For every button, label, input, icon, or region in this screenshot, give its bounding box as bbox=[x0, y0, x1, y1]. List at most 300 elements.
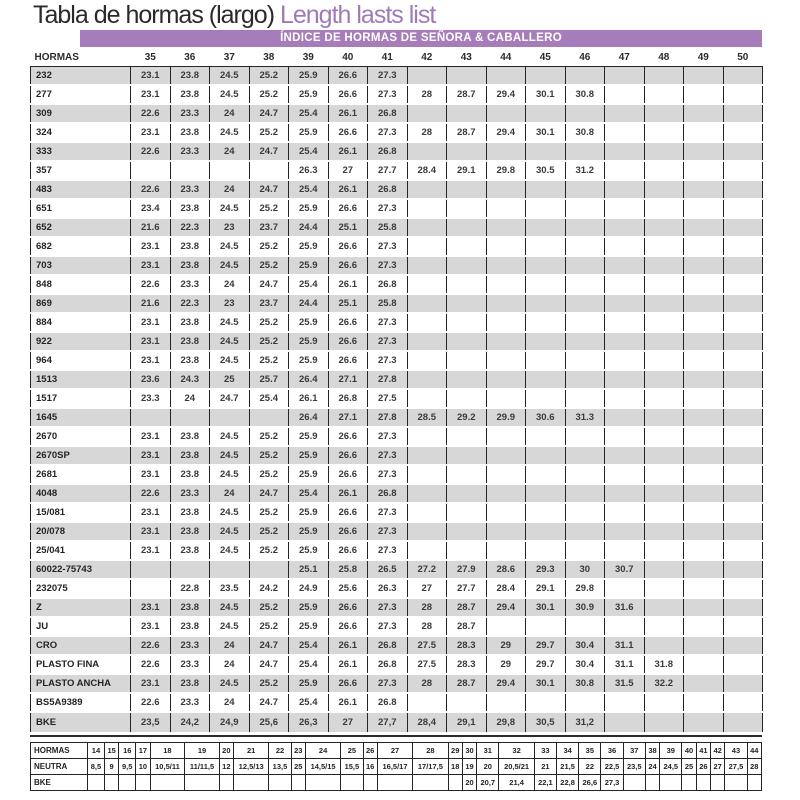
value-cell: 25.2 bbox=[249, 237, 289, 256]
conversion-table bbox=[30, 742, 762, 791]
value-cell bbox=[526, 541, 566, 560]
conversion-value-cell bbox=[305, 775, 340, 791]
value-cell bbox=[723, 693, 763, 712]
main-table-row bbox=[31, 579, 763, 598]
value-cell bbox=[644, 142, 684, 161]
value-cell bbox=[407, 104, 447, 123]
conversion-value-cell: 26 bbox=[696, 759, 710, 775]
main-table-row bbox=[31, 142, 763, 161]
main-table-row bbox=[31, 123, 763, 142]
value-cell: 24 bbox=[210, 484, 250, 503]
value-cell: 30.1 bbox=[526, 598, 566, 617]
conversion-table-row bbox=[31, 759, 762, 775]
row-label: 1517 bbox=[31, 389, 131, 408]
value-cell bbox=[644, 218, 684, 237]
value-cell bbox=[605, 370, 645, 389]
value-cell: 30.4 bbox=[565, 655, 605, 674]
conversion-value-cell bbox=[747, 775, 761, 791]
value-cell: 25.9 bbox=[289, 541, 329, 560]
value-cell: 26.1 bbox=[328, 655, 368, 674]
value-cell: 27.8 bbox=[368, 408, 408, 427]
hormas-header: HORMAS bbox=[34, 51, 79, 63]
value-cell bbox=[605, 484, 645, 503]
value-cell bbox=[486, 313, 526, 332]
conversion-value-cell: 15,5 bbox=[341, 759, 363, 775]
value-cell: 23.1 bbox=[131, 123, 171, 142]
row-label: 651 bbox=[31, 199, 131, 218]
value-cell: 22.8 bbox=[170, 579, 210, 598]
value-cell bbox=[565, 503, 605, 522]
conversion-value-cell: 10 bbox=[136, 759, 150, 775]
value-cell: 27.3 bbox=[368, 522, 408, 541]
value-cell: 26.1 bbox=[328, 180, 368, 199]
value-cell bbox=[644, 522, 684, 541]
value-cell: 23.1 bbox=[131, 503, 171, 522]
value-cell bbox=[447, 256, 487, 275]
value-cell bbox=[565, 199, 605, 218]
value-cell bbox=[605, 161, 645, 180]
value-cell: 22.6 bbox=[131, 655, 171, 674]
value-cell: 26.6 bbox=[328, 427, 368, 446]
value-cell: 31.1 bbox=[605, 636, 645, 655]
value-cell: 25.4 bbox=[289, 484, 329, 503]
value-cell bbox=[447, 313, 487, 332]
value-cell: 25.2 bbox=[249, 541, 289, 560]
value-cell bbox=[723, 541, 763, 560]
value-cell: 24.5 bbox=[210, 503, 250, 522]
value-cell bbox=[644, 560, 684, 579]
value-cell bbox=[447, 389, 487, 408]
value-cell bbox=[486, 617, 526, 636]
value-cell bbox=[684, 275, 724, 294]
value-cell: 23.1 bbox=[131, 446, 171, 465]
value-cell bbox=[723, 484, 763, 503]
value-cell bbox=[407, 313, 447, 332]
value-cell bbox=[605, 389, 645, 408]
value-cell bbox=[486, 370, 526, 389]
value-cell bbox=[684, 180, 724, 199]
value-cell: 26.4 bbox=[289, 408, 329, 427]
value-cell bbox=[684, 142, 724, 161]
value-cell bbox=[565, 427, 605, 446]
value-cell: 29.4 bbox=[486, 598, 526, 617]
value-cell: 23.3 bbox=[170, 484, 210, 503]
value-cell: 25.2 bbox=[249, 674, 289, 693]
value-cell bbox=[565, 332, 605, 351]
value-cell bbox=[605, 522, 645, 541]
value-cell bbox=[526, 370, 566, 389]
conversion-value-cell: 24 bbox=[645, 759, 659, 775]
value-cell bbox=[684, 332, 724, 351]
conversion-value-cell: 18 bbox=[150, 743, 185, 759]
value-cell: 29.4 bbox=[486, 674, 526, 693]
conversion-value-cell: 21 bbox=[534, 759, 556, 775]
row-label: 333 bbox=[31, 142, 131, 161]
value-cell bbox=[447, 522, 487, 541]
value-cell: 27.3 bbox=[368, 256, 408, 275]
size-header: 39 bbox=[302, 51, 314, 63]
value-cell bbox=[249, 408, 289, 427]
size-header: 41 bbox=[381, 51, 393, 63]
value-cell bbox=[131, 579, 171, 598]
value-cell: 27.3 bbox=[368, 465, 408, 484]
value-cell bbox=[565, 693, 605, 712]
conversion-value-cell: 24,5 bbox=[660, 759, 682, 775]
value-cell bbox=[526, 351, 566, 370]
value-cell: 26.6 bbox=[328, 522, 368, 541]
value-cell: 24.5 bbox=[210, 85, 250, 104]
value-cell: 29.3 bbox=[526, 560, 566, 579]
value-cell: 28 bbox=[407, 598, 447, 617]
conversion-table-body bbox=[31, 743, 762, 791]
value-cell bbox=[684, 85, 724, 104]
value-cell: 25.2 bbox=[249, 67, 289, 86]
value-cell bbox=[605, 294, 645, 313]
value-cell bbox=[605, 332, 645, 351]
value-cell bbox=[644, 332, 684, 351]
value-cell bbox=[723, 351, 763, 370]
value-cell: 27.5 bbox=[407, 655, 447, 674]
row-label: 309 bbox=[31, 104, 131, 123]
value-cell bbox=[447, 351, 487, 370]
main-table-row bbox=[31, 465, 763, 484]
value-cell bbox=[605, 256, 645, 275]
value-cell bbox=[644, 446, 684, 465]
value-cell bbox=[644, 617, 684, 636]
row-label: 60022-75743 bbox=[31, 560, 131, 579]
value-cell bbox=[565, 389, 605, 408]
value-cell bbox=[447, 332, 487, 351]
conversion-value-cell bbox=[104, 775, 118, 791]
value-cell: 26.6 bbox=[328, 67, 368, 86]
row-label: 1645 bbox=[31, 408, 131, 427]
value-cell bbox=[684, 655, 724, 674]
value-cell bbox=[170, 161, 210, 180]
value-cell bbox=[605, 579, 645, 598]
value-cell: 28 bbox=[407, 85, 447, 104]
main-table-row bbox=[31, 636, 763, 655]
value-cell: 30.1 bbox=[526, 674, 566, 693]
value-cell: 26.6 bbox=[328, 446, 368, 465]
value-cell: 25.7 bbox=[249, 370, 289, 389]
value-cell bbox=[486, 484, 526, 503]
conversion-value-cell: 29 bbox=[448, 743, 462, 759]
value-cell bbox=[447, 218, 487, 237]
value-cell: 26.6 bbox=[328, 237, 368, 256]
size-header: 50 bbox=[737, 51, 749, 63]
value-cell bbox=[723, 674, 763, 693]
value-cell bbox=[723, 123, 763, 142]
value-cell: 24 bbox=[210, 636, 250, 655]
value-cell bbox=[526, 180, 566, 199]
value-cell: 27 bbox=[407, 579, 447, 598]
value-cell: 28.6 bbox=[486, 560, 526, 579]
value-cell: 23.3 bbox=[170, 142, 210, 161]
value-cell: 27 bbox=[328, 161, 368, 180]
value-cell: 25.8 bbox=[368, 294, 408, 313]
value-cell bbox=[486, 104, 526, 123]
value-cell: 24.5 bbox=[210, 598, 250, 617]
value-cell: 23.8 bbox=[170, 67, 210, 86]
size-header: 35 bbox=[144, 51, 156, 63]
value-cell: 23.3 bbox=[170, 180, 210, 199]
value-cell: 24.5 bbox=[210, 313, 250, 332]
row-label: CRO bbox=[31, 636, 131, 655]
value-cell: 24.5 bbox=[210, 351, 250, 370]
value-cell: 24 bbox=[170, 389, 210, 408]
value-cell: 26,3 bbox=[289, 712, 329, 733]
main-table-body bbox=[31, 67, 763, 734]
conversion-value-cell bbox=[219, 775, 233, 791]
conversion-value-cell: 10,5/11 bbox=[150, 759, 185, 775]
value-cell bbox=[723, 427, 763, 446]
value-cell bbox=[565, 465, 605, 484]
value-cell: 27.7 bbox=[368, 161, 408, 180]
value-cell: 23 bbox=[210, 294, 250, 313]
value-cell: 25.6 bbox=[328, 579, 368, 598]
value-cell bbox=[605, 503, 645, 522]
value-cell: 25.2 bbox=[249, 313, 289, 332]
main-table-row bbox=[31, 85, 763, 104]
value-cell bbox=[526, 104, 566, 123]
value-cell: 26.6 bbox=[328, 598, 368, 617]
value-cell: 23.8 bbox=[170, 427, 210, 446]
value-cell: 29.1 bbox=[447, 161, 487, 180]
value-cell: 26.1 bbox=[328, 636, 368, 655]
value-cell bbox=[605, 712, 645, 733]
value-cell bbox=[605, 275, 645, 294]
value-cell: 23.8 bbox=[170, 199, 210, 218]
value-cell bbox=[644, 294, 684, 313]
value-cell bbox=[526, 294, 566, 313]
value-cell bbox=[723, 636, 763, 655]
value-cell: 24.4 bbox=[289, 218, 329, 237]
conversion-value-cell: 34 bbox=[557, 743, 579, 759]
value-cell: 27 bbox=[328, 712, 368, 733]
value-cell bbox=[407, 370, 447, 389]
main-table-row bbox=[31, 427, 763, 446]
value-cell: 24.5 bbox=[210, 67, 250, 86]
value-cell bbox=[565, 370, 605, 389]
conversion-value-cell: 40 bbox=[682, 743, 696, 759]
main-table bbox=[30, 48, 763, 734]
value-cell: 24.5 bbox=[210, 427, 250, 446]
value-cell bbox=[644, 199, 684, 218]
value-cell: 26.5 bbox=[368, 560, 408, 579]
value-cell bbox=[486, 275, 526, 294]
row-label: 15/081 bbox=[31, 503, 131, 522]
value-cell bbox=[684, 161, 724, 180]
value-cell bbox=[131, 560, 171, 579]
value-cell: 25.9 bbox=[289, 503, 329, 522]
value-cell bbox=[684, 199, 724, 218]
value-cell bbox=[447, 446, 487, 465]
value-cell: 29.1 bbox=[526, 579, 566, 598]
value-cell: 24.4 bbox=[289, 294, 329, 313]
value-cell: 23.8 bbox=[170, 674, 210, 693]
conversion-value-cell: 44 bbox=[747, 743, 761, 759]
value-cell: 25.2 bbox=[249, 427, 289, 446]
conversion-value-cell: 22 bbox=[579, 759, 601, 775]
value-cell bbox=[723, 465, 763, 484]
value-cell: 28.7 bbox=[447, 85, 487, 104]
value-cell: 26.6 bbox=[328, 313, 368, 332]
value-cell: 27.3 bbox=[368, 446, 408, 465]
value-cell bbox=[486, 427, 526, 446]
value-cell bbox=[605, 313, 645, 332]
conversion-value-cell: 39 bbox=[660, 743, 682, 759]
value-cell bbox=[684, 598, 724, 617]
value-cell bbox=[605, 85, 645, 104]
value-cell: 23.8 bbox=[170, 332, 210, 351]
value-cell bbox=[684, 446, 724, 465]
value-cell: 26.1 bbox=[328, 693, 368, 712]
value-cell bbox=[684, 712, 724, 733]
row-label: BS5A9389 bbox=[31, 693, 131, 712]
value-cell: 26.6 bbox=[328, 465, 368, 484]
conversion-value-cell: 41 bbox=[696, 743, 710, 759]
value-cell: 24.7 bbox=[249, 142, 289, 161]
value-cell bbox=[447, 484, 487, 503]
conversion-value-cell: 26 bbox=[363, 743, 377, 759]
value-cell bbox=[644, 598, 684, 617]
value-cell bbox=[486, 142, 526, 161]
value-cell: 23.7 bbox=[249, 218, 289, 237]
value-cell bbox=[723, 218, 763, 237]
value-cell bbox=[526, 313, 566, 332]
value-cell bbox=[684, 560, 724, 579]
value-cell: 23.1 bbox=[131, 67, 171, 86]
value-cell bbox=[170, 408, 210, 427]
value-cell bbox=[565, 313, 605, 332]
value-cell bbox=[684, 503, 724, 522]
value-cell bbox=[565, 351, 605, 370]
size-header: 40 bbox=[342, 51, 354, 63]
value-cell: 24.7 bbox=[249, 275, 289, 294]
value-cell bbox=[565, 484, 605, 503]
conversion-value-cell: 12,5/13 bbox=[234, 759, 269, 775]
value-cell: 22.6 bbox=[131, 484, 171, 503]
value-cell: 23.8 bbox=[170, 313, 210, 332]
value-cell: 23.8 bbox=[170, 541, 210, 560]
value-cell: 23.1 bbox=[131, 674, 171, 693]
value-cell bbox=[407, 256, 447, 275]
conversion-value-cell: 17/17,5 bbox=[413, 759, 448, 775]
value-cell bbox=[684, 636, 724, 655]
conversion-value-cell: 21,4 bbox=[499, 775, 534, 791]
value-cell: 24.5 bbox=[210, 199, 250, 218]
conversion-value-cell: 25 bbox=[341, 743, 363, 759]
value-cell: 21.6 bbox=[131, 294, 171, 313]
value-cell: 28.5 bbox=[407, 408, 447, 427]
row-label: 25/041 bbox=[31, 541, 131, 560]
value-cell bbox=[526, 237, 566, 256]
size-header: 47 bbox=[618, 51, 630, 63]
value-cell: 25.4 bbox=[289, 104, 329, 123]
value-cell: 24.5 bbox=[210, 256, 250, 275]
value-cell: 25.9 bbox=[289, 598, 329, 617]
main-table-row bbox=[31, 560, 763, 579]
value-cell bbox=[644, 67, 684, 86]
value-cell bbox=[407, 693, 447, 712]
main-table-row bbox=[31, 199, 763, 218]
conversion-value-cell: 9,5 bbox=[119, 759, 136, 775]
value-cell bbox=[565, 237, 605, 256]
value-cell bbox=[723, 579, 763, 598]
value-cell bbox=[644, 503, 684, 522]
conversion-value-cell: 32 bbox=[499, 743, 534, 759]
value-cell: 26.4 bbox=[289, 370, 329, 389]
value-cell bbox=[526, 275, 566, 294]
value-cell bbox=[644, 693, 684, 712]
value-cell bbox=[605, 123, 645, 142]
conversion-value-cell bbox=[363, 775, 377, 791]
main-table-row bbox=[31, 446, 763, 465]
value-cell: 30,5 bbox=[526, 712, 566, 733]
value-cell: 26.3 bbox=[368, 579, 408, 598]
value-cell bbox=[723, 275, 763, 294]
value-cell: 27.3 bbox=[368, 617, 408, 636]
value-cell bbox=[723, 522, 763, 541]
value-cell: 23.8 bbox=[170, 85, 210, 104]
main-table-row bbox=[31, 712, 763, 733]
value-cell bbox=[486, 541, 526, 560]
value-cell: 24.5 bbox=[210, 522, 250, 541]
value-cell: 27.3 bbox=[368, 199, 408, 218]
value-cell: 25.9 bbox=[289, 199, 329, 218]
value-cell: 25.9 bbox=[289, 522, 329, 541]
value-cell: 29.4 bbox=[486, 123, 526, 142]
value-cell: 25.9 bbox=[289, 446, 329, 465]
value-cell bbox=[526, 484, 566, 503]
value-cell: 22.6 bbox=[131, 275, 171, 294]
value-cell: 27.5 bbox=[368, 389, 408, 408]
value-cell: 26.6 bbox=[328, 674, 368, 693]
value-cell bbox=[249, 560, 289, 579]
value-cell: 22.6 bbox=[131, 693, 171, 712]
value-cell bbox=[526, 446, 566, 465]
main-table-row bbox=[31, 332, 763, 351]
value-cell: 25.8 bbox=[368, 218, 408, 237]
value-cell: 23.1 bbox=[131, 85, 171, 104]
value-cell bbox=[407, 180, 447, 199]
value-cell bbox=[407, 427, 447, 446]
value-cell: 25.1 bbox=[328, 294, 368, 313]
value-cell: 24 bbox=[210, 142, 250, 161]
size-header: 45 bbox=[539, 51, 551, 63]
size-header: 48 bbox=[658, 51, 670, 63]
main-table-row bbox=[31, 351, 763, 370]
value-cell bbox=[723, 408, 763, 427]
conversion-value-cell: 20,5/21 bbox=[499, 759, 534, 775]
value-cell: 25 bbox=[210, 370, 250, 389]
main-table-row bbox=[31, 180, 763, 199]
conversion-value-cell: 20 bbox=[462, 775, 476, 791]
conversion-value-cell bbox=[119, 775, 136, 791]
conversion-value-cell bbox=[185, 775, 219, 791]
size-header: 43 bbox=[460, 51, 472, 63]
value-cell bbox=[723, 67, 763, 86]
value-cell: 23.3 bbox=[170, 693, 210, 712]
conversion-value-cell: 23 bbox=[291, 743, 305, 759]
value-cell bbox=[723, 598, 763, 617]
value-cell bbox=[526, 503, 566, 522]
value-cell bbox=[684, 389, 724, 408]
value-cell bbox=[407, 218, 447, 237]
value-cell: 23.1 bbox=[131, 332, 171, 351]
value-cell: 28.7 bbox=[447, 598, 487, 617]
value-cell bbox=[486, 218, 526, 237]
